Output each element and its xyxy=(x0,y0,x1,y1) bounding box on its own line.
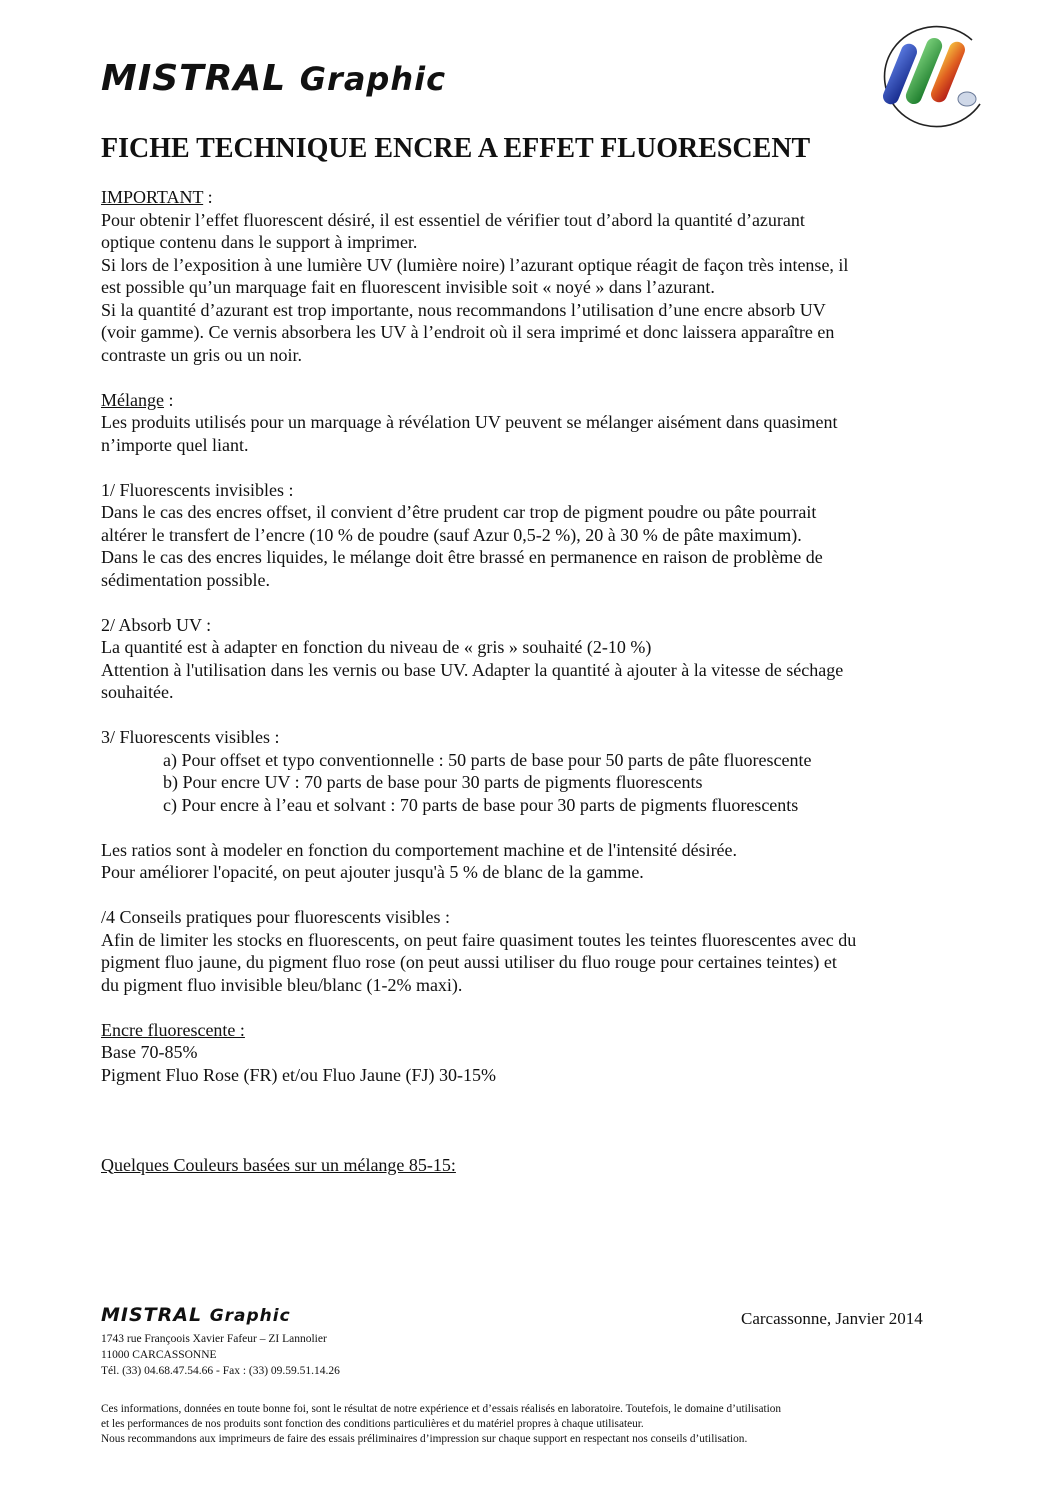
brand-emblem-icon xyxy=(872,22,990,134)
important-line: optique contenu dans le support à imprimer. xyxy=(101,232,418,252)
section1-line: Dans le cas des encres offset, il convient d’être prudent car trop de pigment poudre ou pâte pourrait xyxy=(101,502,817,522)
section2-line: souhaitée. xyxy=(101,682,174,702)
disclaimer xyxy=(101,1402,971,1447)
brand-main: MISTRAL xyxy=(101,58,287,99)
section4-line: pigment fluo jaune, du pigment fluo rose (on peut aussi utiliser du fluo rouge pour certaines teintes) et xyxy=(101,952,837,972)
encre-line: Pigment Fluo Rose (FR) et/ou Fluo Jaune (FJ) 30-15% xyxy=(101,1064,496,1085)
section3-item: c) Pour encre à l’eau et solvant : 70 parts de base pour 30 parts de pigments fluorescents xyxy=(163,794,799,815)
disclaimer-line: Nous recommandons aux imprimeurs de faire des essais préliminaires d’impression sur chaque support en respectant nos conseils d’utilisation. xyxy=(101,1433,748,1445)
important-line: contraste un gris ou un noir. xyxy=(101,344,302,365)
important-heading-line: IMPORTANT : xyxy=(101,187,213,207)
section3-heading: 3/ Fluorescents visibles : xyxy=(101,727,280,747)
section3-note: Pour améliorer l'opacité, on peut ajouter jusqu'à 5 % de blanc de la gamme. xyxy=(101,862,644,882)
footer-date: Carcassonne, Janvier 2014 xyxy=(741,1309,923,1328)
encre-line: Base 70-85% xyxy=(101,1042,198,1062)
melange-heading: Mélange xyxy=(101,389,164,410)
address-line: Tél. (33) 04.68.47.54.66 - Fax : (33) 09.59.51.14.26 xyxy=(101,1365,340,1377)
important-line: Si la quantité d’azurant est trop importante, nous recommandons l’utilisation d’une encre absorb UV xyxy=(101,299,826,320)
footer-brand-sub: Graphic xyxy=(209,1306,291,1326)
section1-line: altérer le transfert de l’encre (10 % de poudre (sauf Azur 0,5-2 %), 20 à 30 % de pâte maximum). xyxy=(101,524,802,545)
section1-line: sédimentation possible. xyxy=(101,569,270,590)
section3-item: a) Pour offset et typo conventionnelle : 50 parts de base pour 50 parts de pâte fluorescente xyxy=(163,749,812,770)
melange-heading-line: Mélange : xyxy=(101,389,174,410)
important-heading: IMPORTANT xyxy=(101,187,204,207)
brand-logo-text xyxy=(101,58,446,100)
page-title: FICHE TECHNIQUE ENCRE A EFFET FLUORESCENT xyxy=(101,133,811,164)
section3-note: Les ratios sont à modeler en fonction du comportement machine et de l'intensité désirée. xyxy=(101,839,738,860)
couleurs-heading: Quelques Couleurs basées sur un mélange 85-15: xyxy=(101,1154,456,1175)
footer-address xyxy=(101,1331,340,1379)
couleurs-heading-line xyxy=(101,1154,1011,1177)
brand-sub: Graphic xyxy=(299,60,447,98)
disclaimer-line: et les performances de nos produits sont fonction des conditions particulières et du matériel propres à chaque utilisateur. xyxy=(101,1418,644,1430)
section2-line: La quantité est à adapter en fonction du niveau de « gris » souhaité (2-10 %) xyxy=(101,637,652,657)
encre-heading: Encre fluorescente : xyxy=(101,1019,245,1040)
footer-brand-main: MISTRAL xyxy=(101,1304,203,1326)
important-line: Pour obtenir l’effet fluorescent désiré, il est essentiel de vérifier tout d’abord la quantité d’azurant xyxy=(101,209,805,230)
section1-heading: 1/ Fluorescents invisibles : xyxy=(101,479,294,500)
important-line: Si lors de l’exposition à une lumière UV (lumière noire) l’azurant optique réagit de façon très intense, il xyxy=(101,254,849,275)
footer-brand xyxy=(101,1303,291,1328)
encre-heading-line xyxy=(101,1019,1011,1042)
section4-heading: /4 Conseils pratiques pour fluorescents visibles : xyxy=(101,907,450,927)
address-line: 11000 CARCASSONNE xyxy=(101,1349,217,1361)
melange-line: Les produits utilisés pour un marquage à révélation UV peuvent se mélanger aisément dans quasiment xyxy=(101,412,838,432)
section2-line: Attention à l'utilisation dans les vernis ou base UV. Adapter la quantité à ajouter à la vitesse de séchage xyxy=(101,659,844,680)
disclaimer-line: Ces informations, données en toute bonne foi, sont le résultat de notre expérience et d’essais réalisés en laboratoire. Toutefois, le domaine d’utilisation xyxy=(101,1403,782,1415)
section4-line: du pigment fluo invisible bleu/blanc (1-2% maxi). xyxy=(101,974,463,995)
important-line: (voir gamme). Ce vernis absorbera les UV à l’endroit où il sera imprimé et donc laissera apparaître en xyxy=(101,322,835,342)
section3-item: b) Pour encre UV : 70 parts de base pour 30 parts de pigments fluorescents xyxy=(163,772,703,792)
section1-line: Dans le cas des encres liquides, le mélange doit être brassé en permanence en raison de problème de xyxy=(101,547,823,567)
section2-heading: 2/ Absorb UV : xyxy=(101,614,212,635)
important-line: est possible qu’un marquage fait en fluorescent invisible soit « noyé » dans l’azurant. xyxy=(101,277,715,297)
address-line: 1743 rue Françoois Xavier Fafeur – ZI Lannolier xyxy=(101,1333,327,1345)
document-body xyxy=(101,186,1011,1176)
section4-line: Afin de limiter les stocks en fluorescents, on peut faire quasiment toutes les teintes fluorescentes avec du xyxy=(101,929,857,950)
melange-line: n’importe quel liant. xyxy=(101,434,249,455)
